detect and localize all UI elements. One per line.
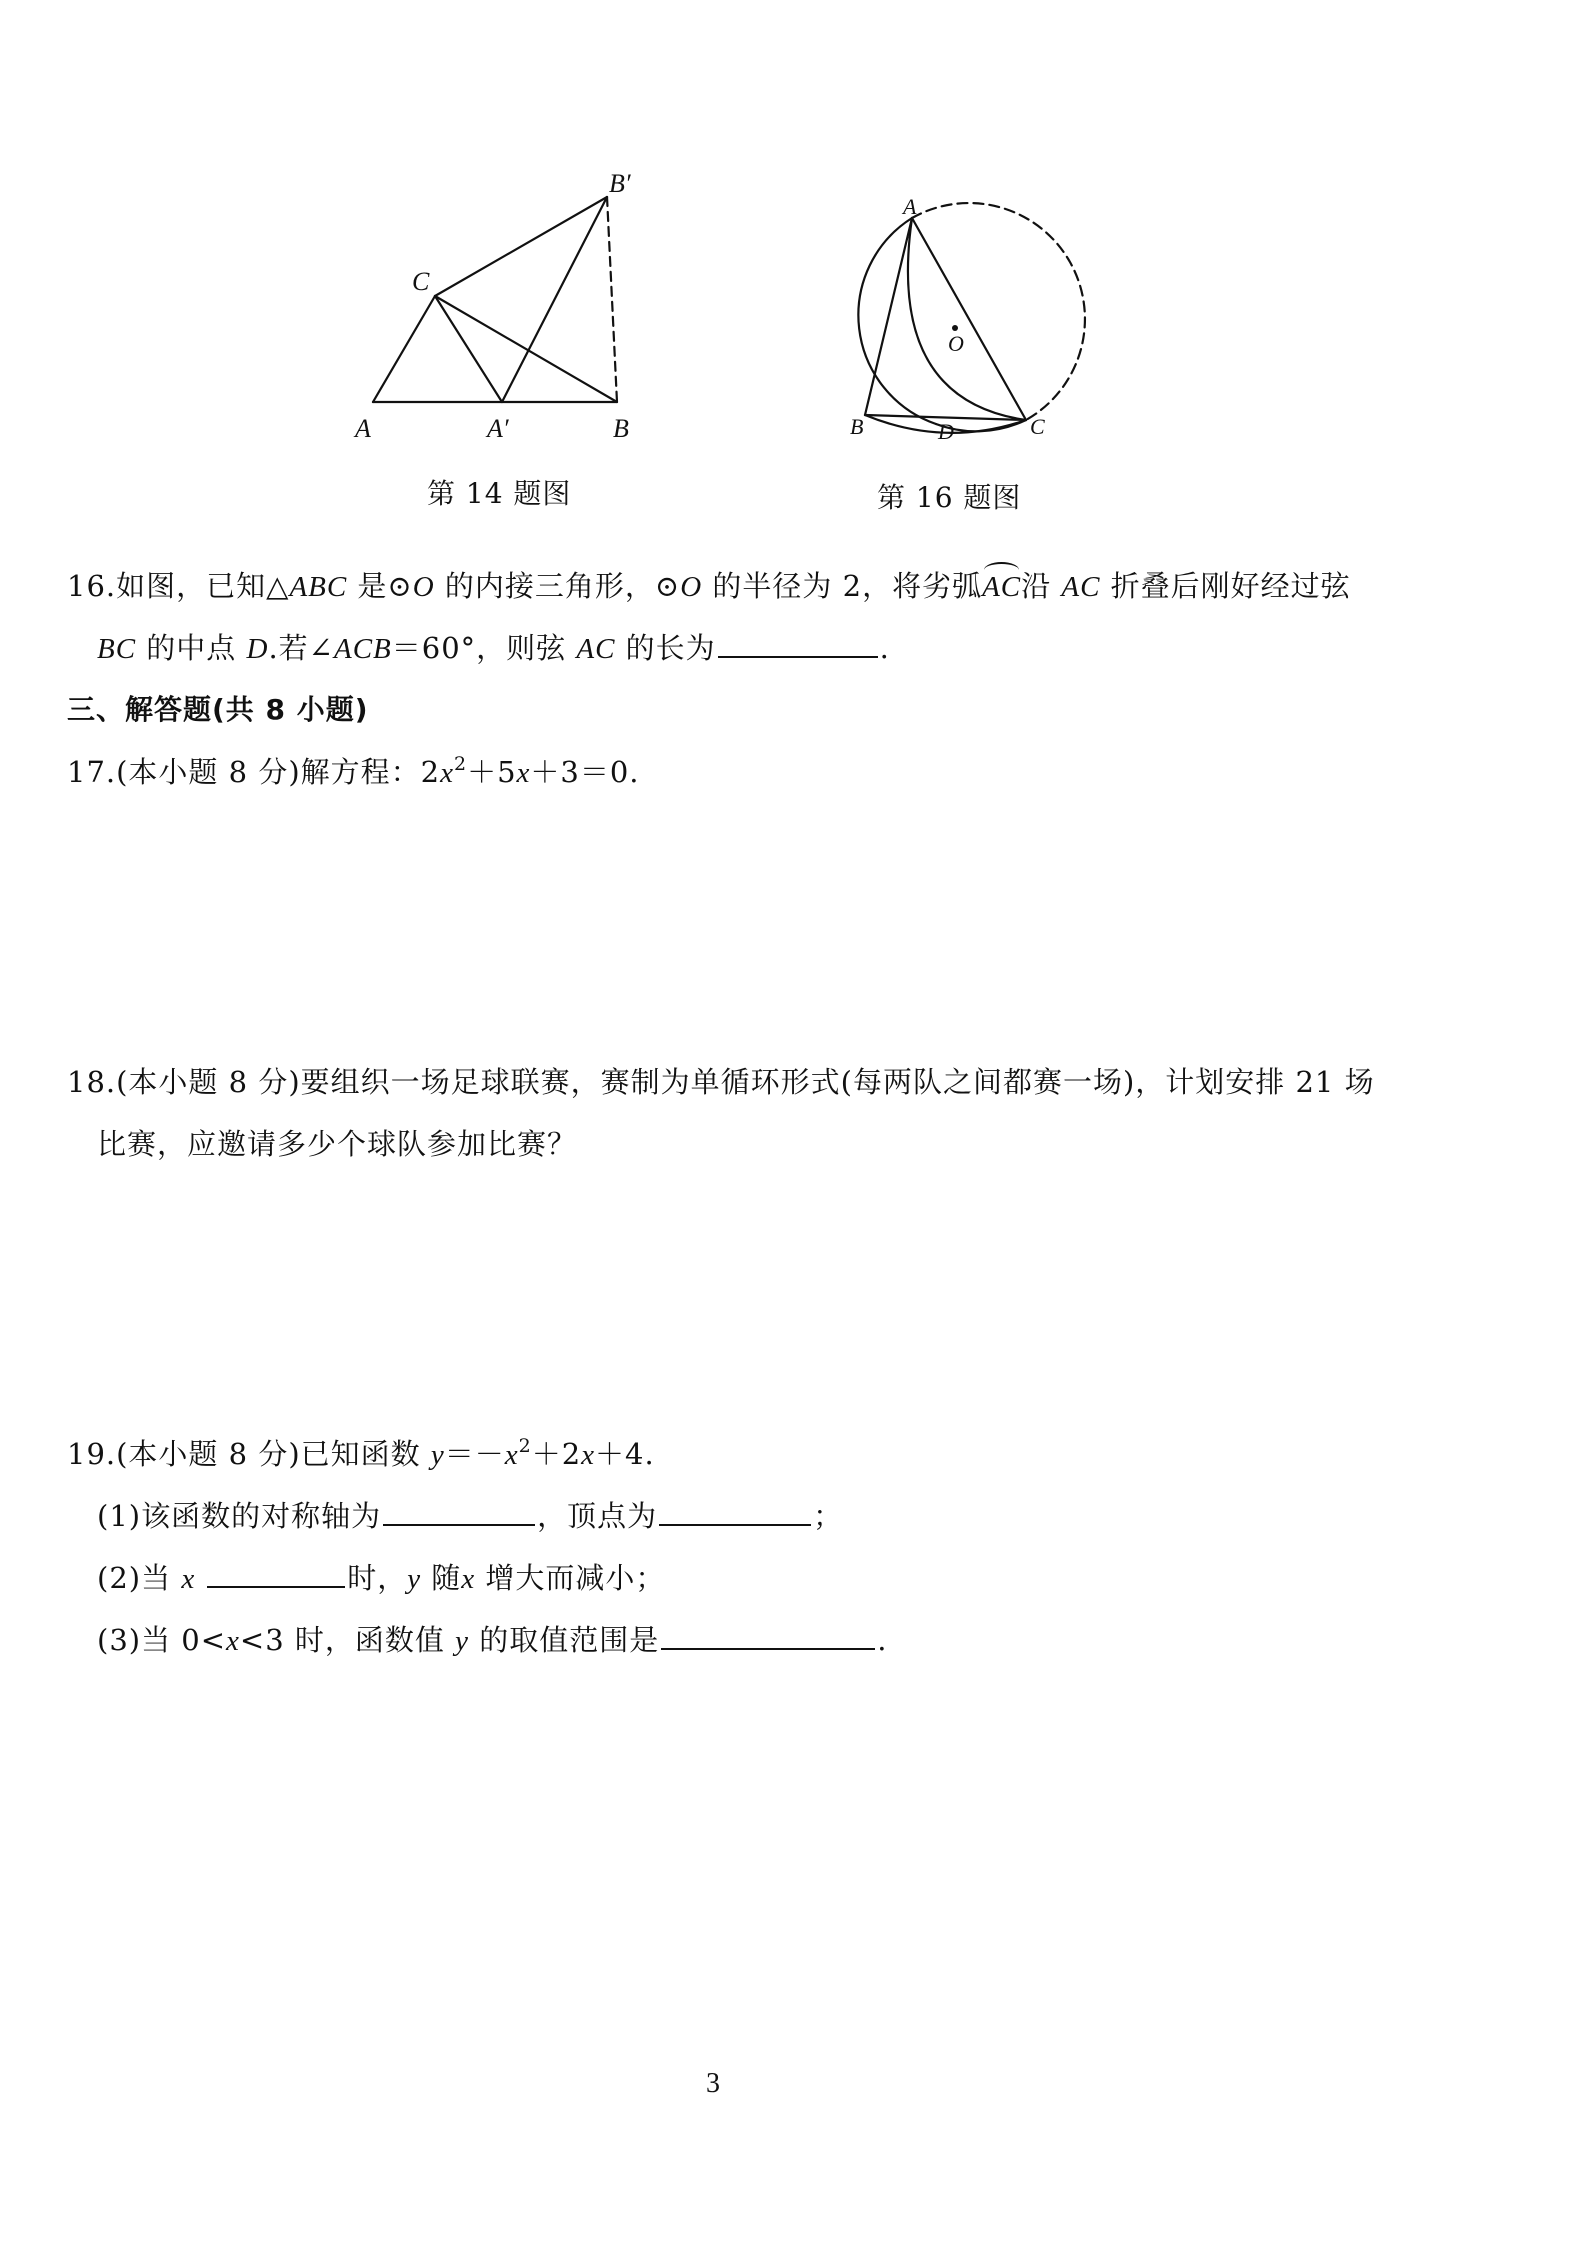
q18-line-1: 18.(本小题 8 分)要组织一场足球联赛，赛制为单循环形式(每两队之间都赛一场)，计划安排 21 场 — [67, 1065, 1375, 1099]
q19-vertex-blank[interactable] — [659, 1498, 811, 1526]
figure-16 — [820, 190, 1100, 450]
fig14-label-c: C — [412, 267, 430, 296]
q19-part-2: (2)当 x 时，y 随x 增大而减小； — [97, 1561, 666, 1595]
figure-14-diagram — [355, 160, 655, 450]
figure-14-caption: 第 14 题图 — [427, 477, 572, 510]
fig14-label-a-prime: A′ — [487, 414, 509, 443]
q19-axis-blank[interactable] — [383, 1498, 535, 1526]
q19-part-1: (1)该函数的对称轴为 ，顶点为 ； — [97, 1499, 844, 1533]
figure-16-caption: 第 16 题图 — [877, 481, 1022, 514]
q18-line-2: 比赛，应邀请多少个球队参加比赛？ — [97, 1127, 578, 1161]
figure-16-diagram — [820, 190, 1100, 450]
arc-ac: AC — [982, 567, 1021, 607]
fig16-label-d: D — [938, 419, 954, 444]
fig16-label-o: O — [948, 331, 964, 356]
fig16-label-b: B — [850, 414, 864, 439]
q19-stem: 19.(本小题 8 分)已知函数 $y=-x^2+2x+4$. — [67, 1435, 655, 1471]
section-3-heading: 三、解答题(共 8 小题) — [67, 693, 369, 726]
page-number: 3 — [706, 2068, 720, 2099]
q19-part-3: (3)当 0<x<3 时，函数值 y 的取值范围是 . — [97, 1623, 888, 1657]
q19-decrease-blank[interactable] — [207, 1560, 345, 1588]
q16-answer-blank[interactable] — [718, 630, 878, 658]
fig14-label-b-prime: B′ — [609, 169, 631, 198]
q17: 17.(本小题 8 分)解方程：$2x^2+5x+3=0$. — [67, 753, 640, 789]
q16-line-2: BC 的中点 D.若∠ACB＝60°，则弦 AC 的长为 . — [97, 631, 890, 665]
q19-range-blank[interactable] — [661, 1622, 875, 1650]
fig16-label-c: C — [1030, 414, 1045, 439]
fig14-label-b: B — [613, 414, 629, 443]
fig14-label-a: A — [355, 414, 371, 443]
figure-14 — [355, 160, 655, 450]
fig16-label-a: A — [903, 194, 917, 219]
q16-line-1: 16.如图，已知△ABC 是⊙O 的内接三角形，⊙O 的半径为 2，将劣弧AC沿 AC 折叠后刚好经过弦 — [67, 566, 1351, 607]
